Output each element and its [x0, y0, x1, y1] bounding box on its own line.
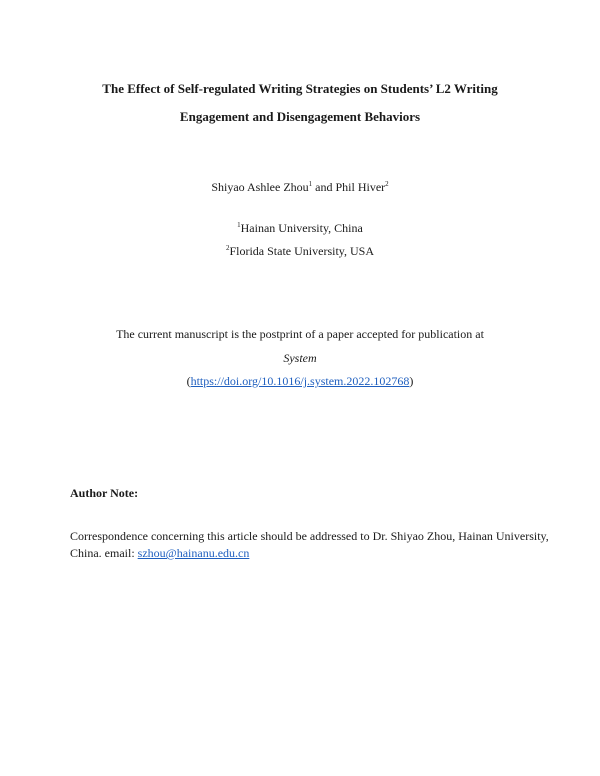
- author-1-superscript: 1: [308, 180, 313, 188]
- title-line-2: Engagement and Disengagement Behaviors: [179, 109, 421, 124]
- email-link[interactable]: szhou@hainanu.edu.cn: [137, 546, 250, 560]
- author-2-superscript: 2: [385, 180, 389, 188]
- doi-open-paren: (: [186, 374, 191, 388]
- title-line-1: The Effect of Self-regulated Writing Strategies on Students’ L2 Writing: [102, 81, 498, 96]
- affiliation-1: [0, 221, 600, 235]
- affiliation-2-name: Florida State University, USA: [229, 244, 375, 258]
- journal-name: System: [283, 351, 317, 365]
- doi-line: [0, 374, 600, 388]
- doi-link[interactable]: https://doi.org/10.1016/j.system.2022.102768: [190, 374, 410, 388]
- author-line: [0, 180, 600, 194]
- affiliation-2: [0, 244, 600, 258]
- author-1-name: Shiyao Ashlee Zhou: [211, 180, 309, 194]
- correspondence-text: Correspondence concerning this article should be addressed to Dr. Shiyao Zhou, Hainan University, China. email:: [70, 529, 549, 560]
- correspondence-paragraph: [70, 528, 550, 562]
- doi-close-paren: ): [409, 374, 414, 388]
- author-note-heading: Author Note:: [70, 486, 139, 500]
- publication-statement: The current manuscript is the postprint of a paper accepted for publication at: [116, 327, 484, 341]
- affiliation-1-superscript: 1: [237, 221, 241, 229]
- affiliation-1-name: Hainan University, China: [240, 221, 363, 235]
- author-2-name: Phil Hiver: [335, 180, 386, 194]
- author-connector: and: [312, 180, 336, 194]
- affiliation-2-superscript: 2: [225, 244, 230, 252]
